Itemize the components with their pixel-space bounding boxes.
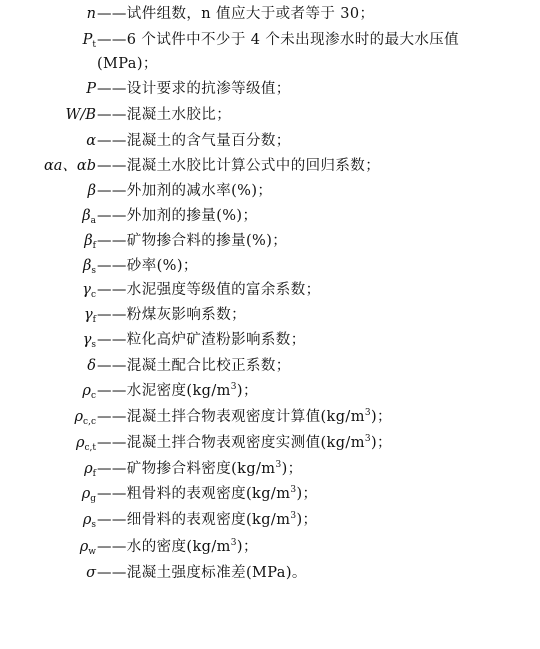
definition-body: ——矿物掺合料密度(kg/m xyxy=(97,461,276,477)
symbol-main: β xyxy=(82,208,91,224)
symbol xyxy=(82,482,96,506)
definition-body: ——外加剂的掺量(%)； xyxy=(97,208,258,224)
symbol xyxy=(87,2,96,26)
definition-text xyxy=(97,103,231,127)
symbol-subscript: s xyxy=(91,266,96,276)
definition-body: ——矿物掺合料的掺量(%)； xyxy=(97,233,288,249)
symbol-main: σ xyxy=(86,565,96,581)
definition-body: ——混凝土拌合物表观密度计算值(kg/m xyxy=(97,409,365,425)
symbol xyxy=(80,535,96,559)
symbol-main: P xyxy=(86,81,96,97)
definition-text xyxy=(97,328,306,352)
symbol-subscript: w xyxy=(88,547,96,557)
symbol-main: ρ xyxy=(75,435,85,451)
symbol-main: γ xyxy=(82,332,92,348)
definition-body: ——混凝土水胶比计算公式中的回归系数； xyxy=(97,158,381,174)
definition-tail: )； xyxy=(371,409,392,425)
definition-body: ——砂率(%)； xyxy=(97,258,198,274)
symbol xyxy=(82,278,96,302)
definition-text xyxy=(97,508,317,532)
definition-continuation-row xyxy=(0,52,540,76)
definition-row xyxy=(0,561,540,585)
symbol-main: ρ xyxy=(81,486,91,502)
definition-tail: )； xyxy=(236,383,258,399)
definition-row xyxy=(0,535,540,559)
definition-row xyxy=(0,354,540,378)
definition-text xyxy=(97,254,198,278)
symbol-subscript: c xyxy=(90,391,96,401)
unit-superscript: 3 xyxy=(230,538,237,548)
definition-tail: )； xyxy=(371,435,392,451)
definition-row xyxy=(0,431,540,455)
definition-tail: )； xyxy=(281,461,303,477)
symbol-main: γ xyxy=(83,307,93,323)
symbol-subscript: s xyxy=(91,520,96,530)
symbol xyxy=(87,354,96,378)
symbol xyxy=(84,229,96,253)
symbol xyxy=(84,303,96,327)
symbol-main: ρ xyxy=(82,512,92,528)
symbol-main: δ xyxy=(87,358,96,374)
symbol xyxy=(66,103,96,127)
definition-body: ——水泥强度等级值的富余系数； xyxy=(97,282,321,298)
definition-body: ——外加剂的减水率(%)； xyxy=(97,183,273,199)
definition-text xyxy=(97,482,317,506)
symbol-subscript: f xyxy=(92,241,96,251)
symbol xyxy=(88,179,96,203)
definition-text xyxy=(97,278,321,302)
definition-text xyxy=(97,2,374,26)
symbol xyxy=(76,431,96,455)
definition-text xyxy=(97,28,459,52)
symbol xyxy=(82,204,96,228)
symbol-main: P xyxy=(82,32,93,48)
symbol-subscript: c,c xyxy=(83,417,96,427)
definition-tail: )； xyxy=(296,486,318,502)
definition-text xyxy=(97,431,392,455)
definition-text xyxy=(97,154,380,178)
definition-row xyxy=(0,28,540,52)
definition-row xyxy=(0,482,540,506)
definition-body: ——混凝土水胶比； xyxy=(97,107,232,123)
definition-row xyxy=(0,254,540,278)
definition-tail: )； xyxy=(296,512,318,528)
unit-superscript: 3 xyxy=(290,511,297,521)
symbol-main: W/B xyxy=(65,107,96,123)
definition-text xyxy=(97,229,287,253)
symbol-main: ρ xyxy=(79,539,89,555)
symbol-main: ρ xyxy=(84,461,93,477)
definition-body: ——混凝土强度标准差(MPa)。 xyxy=(97,565,307,581)
definition-body: ——细骨料的表观密度(kg/m xyxy=(97,512,291,528)
definition-row xyxy=(0,2,540,26)
unit-superscript: 3 xyxy=(364,434,371,444)
definition-body: ——水的密度(kg/m xyxy=(97,539,231,555)
definition-tail: )； xyxy=(236,539,258,555)
symbol-subscript: a xyxy=(90,216,96,226)
symbol xyxy=(82,379,96,403)
definition-body: ——粒化高炉矿渣粉影响系数； xyxy=(97,332,306,348)
definition-body: ——6 个试件中不少于 4 个未出现渗水时的最大水压值 xyxy=(97,32,460,48)
definition-row xyxy=(0,77,540,101)
definition-row xyxy=(0,328,540,352)
unit-superscript: 3 xyxy=(290,485,297,495)
definition-row xyxy=(0,103,540,127)
definition-text xyxy=(97,535,258,559)
symbol-main: ρ xyxy=(74,409,84,425)
symbol-subscript: s xyxy=(91,340,96,350)
definition-row xyxy=(0,457,540,481)
definition-text xyxy=(97,303,246,327)
symbol xyxy=(84,457,96,481)
definition-text xyxy=(97,405,392,429)
definition-body: ——设计要求的抗渗等级值； xyxy=(97,81,291,97)
unit-superscript: 3 xyxy=(364,408,371,418)
definition-row xyxy=(0,405,540,429)
definition-row xyxy=(0,508,540,532)
symbol xyxy=(44,154,96,178)
definition-text xyxy=(97,77,291,101)
definition-text xyxy=(97,354,291,378)
symbol-subscript: f xyxy=(92,469,96,479)
symbol-main: α xyxy=(86,133,96,149)
definition-text xyxy=(97,457,303,481)
symbol xyxy=(83,28,96,52)
definition-continuation: (MPa)； xyxy=(97,56,158,72)
symbol-main: ρ xyxy=(82,383,91,399)
symbol xyxy=(83,328,96,352)
definition-row xyxy=(0,379,540,403)
unit-superscript: 3 xyxy=(275,460,282,470)
definition-row xyxy=(0,303,540,327)
definition-body: ——粗骨料的表观密度(kg/m xyxy=(97,486,291,502)
symbol xyxy=(75,405,96,429)
definition-body: ——粉煤灰影响系数； xyxy=(97,307,246,323)
definition-text xyxy=(97,129,291,153)
definition-row xyxy=(0,179,540,203)
symbol-subscript: f xyxy=(92,315,96,325)
symbol-main: β xyxy=(84,233,93,249)
symbol xyxy=(86,561,96,585)
definition-row xyxy=(0,204,540,228)
symbol xyxy=(86,129,96,153)
symbol-main: β xyxy=(87,183,96,199)
symbol-subscript: g xyxy=(90,494,96,504)
definition-body: ——混凝土的含气量百分数； xyxy=(97,133,291,149)
symbol xyxy=(83,254,96,278)
definition-text xyxy=(97,379,258,403)
definition-row xyxy=(0,129,540,153)
definition-text xyxy=(97,204,257,228)
symbol-main: n xyxy=(86,6,96,22)
definition-row xyxy=(0,154,540,178)
symbol-main: γ xyxy=(82,282,91,298)
symbol-subscript: c,t xyxy=(84,443,96,453)
definition-row xyxy=(0,278,540,302)
definition-text xyxy=(97,561,307,585)
definition-body: ——混凝土配合比校正系数； xyxy=(97,358,291,374)
definition-body: ——试件组数，n 值应大于或者等于 30； xyxy=(97,6,375,22)
definition-text xyxy=(97,179,272,203)
symbol-main: β xyxy=(82,258,92,274)
symbol-main: αa、αb xyxy=(43,158,96,174)
symbol xyxy=(86,77,96,101)
unit-superscript: 3 xyxy=(230,382,237,392)
definition-row xyxy=(0,229,540,253)
definition-body: ——混凝土拌合物表观密度实测值(kg/m xyxy=(97,435,365,451)
symbol-subscript: t xyxy=(92,40,96,50)
definition-body: ——水泥密度(kg/m xyxy=(97,383,231,399)
symbol-subscript: c xyxy=(90,290,96,300)
symbol xyxy=(83,508,96,532)
